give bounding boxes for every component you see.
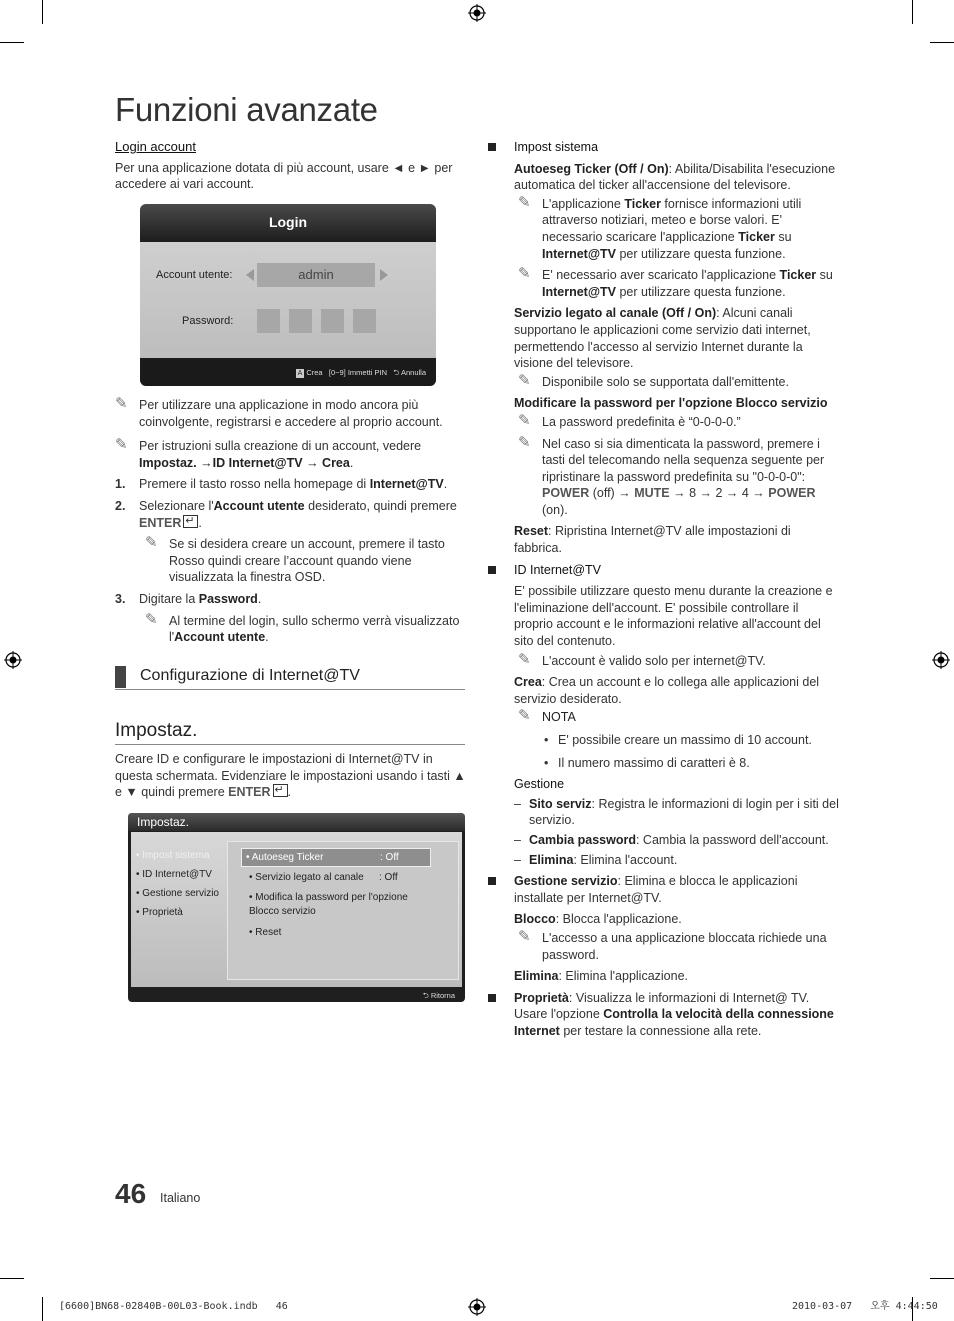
step-1: 1. Premere il tasto rosso nella homepage di Internet@TV. [115, 477, 448, 492]
button-a-icon: A [297, 370, 303, 377]
note: ✎ Per istruzioni sulla creazione di un account, vedere Impostaz. →ID Internet@TV → Crea. [115, 436, 422, 470]
option-reset[interactable]: • Reset [249, 927, 282, 938]
note: ✎ E' necessario aver scaricato l'applicazione Ticker su Internet@TV per utilizzare questa funzione. [518, 265, 833, 299]
login-screen-title: Login [268, 214, 308, 230]
footer-ritorna[interactable]: Ritorna [430, 991, 455, 1000]
login-screen [140, 204, 436, 386]
note: ✎ NOTA [518, 707, 576, 725]
pin-box[interactable] [289, 309, 312, 333]
crop-mark [930, 42, 954, 43]
bullet-id-internet: ID Internet@TV [488, 562, 840, 579]
footer-cancel[interactable]: Annulla [400, 368, 426, 377]
print-file-info: [6600]BN68-02840B-00L03-Book.indb 46 [59, 1301, 288, 1312]
pencil-icon: ✎ [518, 707, 531, 725]
pin-box[interactable] [353, 309, 376, 333]
enter-icon [183, 515, 198, 528]
pencil-icon: ✎ [518, 193, 531, 211]
crop-mark [0, 42, 24, 43]
note: ✎ Se si desidera creare un account, premere il tasto Rosso quindi creare l’account quando viene visualizzata la finestra OSD. [145, 534, 445, 585]
option-servizio-canale[interactable]: • Servizio legato al canale : Off [249, 872, 398, 883]
pin-box[interactable] [257, 309, 280, 333]
menu-item-proprieta[interactable]: • Proprietà [136, 907, 183, 918]
reset-para: Reset: Ripristina Internet@TV alle impostazioni di fabbrica. [514, 524, 791, 556]
note: ✎ L'applicazione Ticker fornisce informazioni utili attraverso notiziari, meteo e borse valori. E' necessario scaricare l'applicazione Ticker su Internet@TV per utilizzare questa funzione. [518, 193, 802, 261]
crea-para: Crea: Crea un account e lo collega alle applicazioni del servizio desiderato. [514, 675, 820, 706]
dash-bullet: – [514, 852, 521, 867]
login-screen-body [140, 242, 436, 358]
print-date: 2010-03-07 오후 4:44:50 [792, 1301, 938, 1312]
account-value[interactable]: admin [257, 263, 375, 287]
list-item: • Il numero massimo di caratteri è 8. [544, 755, 750, 770]
registration-mark-icon [468, 4, 486, 22]
square-bullet-icon [488, 143, 496, 151]
impostaz-text: Creare ID e configurare le impostazioni di Internet@TV in questa schermata. Evidenziare le impostazioni usando i tasti ▲ e ▼ quindi premere ENTER↵ . [115, 751, 467, 801]
servizio-para: Servizio legato al canale (Off / On): Alcuni canali supportano le applicazioni come servizio dati internet, permettendo l'accesso al servizio Internet durante la visione del televisore. [514, 306, 811, 371]
page-title: Funzioni avanzate [115, 91, 378, 128]
id-para: E' possibile utilizzare questo menu durante la creazione e l'eliminazione dell'account. E' possibile controllare il proprio account e le informazioni relative all'account del sito del contenuto. [514, 584, 833, 649]
note: ✎ Per utilizzare una applicazione in modo ancora più coinvolgente, registrarsi e accedere al proprio account. [115, 395, 443, 429]
menu-item-impost-sistema[interactable]: • Impost sistema [136, 850, 210, 861]
pencil-icon: ✎ [518, 265, 531, 283]
login-intro: Per una applicazione dotata di più account, usare ◄ e ► per accedere ai vari account. [115, 160, 453, 192]
dash-bullet: – [514, 796, 521, 811]
pencil-icon: ✎ [518, 927, 531, 945]
password-label: Password: [182, 315, 234, 327]
account-label: Account utente: [156, 269, 233, 281]
pencil-icon: ✎ [145, 534, 158, 552]
list-item: – Sito serviz: Registra le informazioni di login per i siti del servizio. [514, 796, 839, 828]
config-heading: Configurazione di Internet@TV [140, 667, 360, 684]
pin-box[interactable] [321, 309, 344, 333]
note: ✎ Nel caso si sia dimenticata la password, premere i tasti del telecomando nella sequenza seguente per ripristinare la password predefinita su "0-0-0-0": POWER (off) → MUTE → 8 → 2 → 4 → POWER (on). [518, 433, 825, 517]
note: ✎ Al termine del login, sullo schermo verrà visualizzato l'Account utente. [145, 610, 460, 645]
section-heading-login: Login account [115, 139, 196, 154]
registration-mark-icon [932, 651, 950, 669]
page-number: 46 [115, 1178, 147, 1209]
option-modifica-password[interactable]: • Modifica la password per l'opzione Blocco servizio [249, 892, 408, 917]
arrow-left-icon[interactable] [246, 269, 254, 281]
password-para: Modificare la password per l'opzione Blocco servizio [514, 396, 828, 411]
pencil-icon: ✎ [115, 395, 128, 412]
bullet-dot-icon: • [544, 733, 549, 747]
crop-mark [0, 1278, 24, 1279]
impostaz-screen [128, 813, 465, 1002]
return-icon: ⮌ [393, 368, 400, 377]
square-bullet-icon [488, 877, 496, 885]
footer-hints [296, 365, 426, 382]
bullet-dot-icon: • [544, 755, 549, 770]
arrow-right-icon[interactable] [380, 269, 388, 281]
section-bar-icon [115, 666, 126, 688]
elimina-para: Elimina: Elimina l'applicazione. [514, 969, 689, 984]
pencil-icon: ✎ [518, 371, 531, 389]
step-2: 2. Selezionare l'Account utente desiderato, quindi premere ENTER↵ . [115, 498, 467, 531]
pencil-icon: ✎ [115, 436, 128, 454]
right-column [488, 139, 840, 1040]
pencil-icon: ✎ [518, 433, 531, 451]
pencil-icon: ✎ [518, 411, 531, 429]
registration-mark-icon [4, 651, 22, 669]
pencil-icon: ✎ [518, 650, 531, 668]
footer-language: Italiano [160, 1191, 201, 1205]
note: ✎ Disponibile solo se supportata dall'emittente. [518, 371, 789, 389]
menu-item-gestione-servizio[interactable]: • Gestione servizio [136, 888, 219, 899]
bullet-gestione-servizio: Gestione servizio: Elimina e blocca le applicazioni installate per Internet@TV. [488, 873, 840, 906]
enter-icon [273, 784, 288, 797]
list-item: – Elimina: Elimina l'account. [514, 852, 678, 867]
impostaz-menu [136, 846, 219, 922]
ticker-para: Autoeseg Ticker (Off / On): Abilita/Disabilita l'esecuzione automatica del ticker all'accensione del televisore. [514, 161, 836, 193]
pencil-icon: ✎ [145, 610, 158, 628]
gestione-heading: Gestione [514, 777, 565, 792]
divider [115, 744, 465, 745]
impostaz-screen-title: Impostaz. [137, 815, 190, 829]
left-column-lower [115, 397, 467, 646]
footer-pin: [0~9] Immetti PIN [328, 368, 388, 377]
list-item: – Cambia password: Cambia la password dell'account. [514, 832, 829, 847]
option-autoeseg-ticker[interactable]: • Autoeseg Ticker : Off [241, 848, 431, 867]
crop-mark [42, 0, 43, 24]
step-3: 3. Digitare la Password. [115, 591, 262, 606]
left-column [115, 139, 467, 193]
crop-mark [42, 1297, 43, 1321]
note: ✎ La password predefinita è “0-0-0-0.” [518, 411, 741, 429]
menu-item-id-internet[interactable]: • ID Internet@TV [136, 869, 212, 880]
footer-create[interactable]: Crea [306, 368, 323, 377]
blocco-para: Blocco: Blocca l'applicazione. [514, 912, 682, 927]
note: ✎ L'account è valido solo per internet@TV. [518, 650, 766, 668]
crop-mark [912, 0, 913, 24]
registration-mark-icon [468, 1298, 486, 1316]
impostaz-footer [423, 988, 455, 1002]
bullet-proprieta: Proprietà: Visualizza le informazioni di Internet@ TV. Usare l'opzione Controlla la velocità della connessione Internet per testare la connessione alla rete. [488, 990, 840, 1040]
square-bullet-icon [488, 994, 496, 1002]
dash-bullet: – [514, 832, 521, 847]
return-icon: ⮌ [422, 991, 429, 1000]
list-item: • E' possibile creare un massimo di 10 account. [544, 733, 812, 747]
bullet-impost-sistema: Impost sistema [488, 139, 840, 156]
divider [115, 689, 465, 690]
square-bullet-icon [488, 566, 496, 574]
crop-mark [930, 1278, 954, 1279]
note: ✎ L'accesso a una applicazione bloccata richiede una password. [518, 927, 827, 962]
impostaz-heading: Impostaz. [115, 720, 198, 741]
